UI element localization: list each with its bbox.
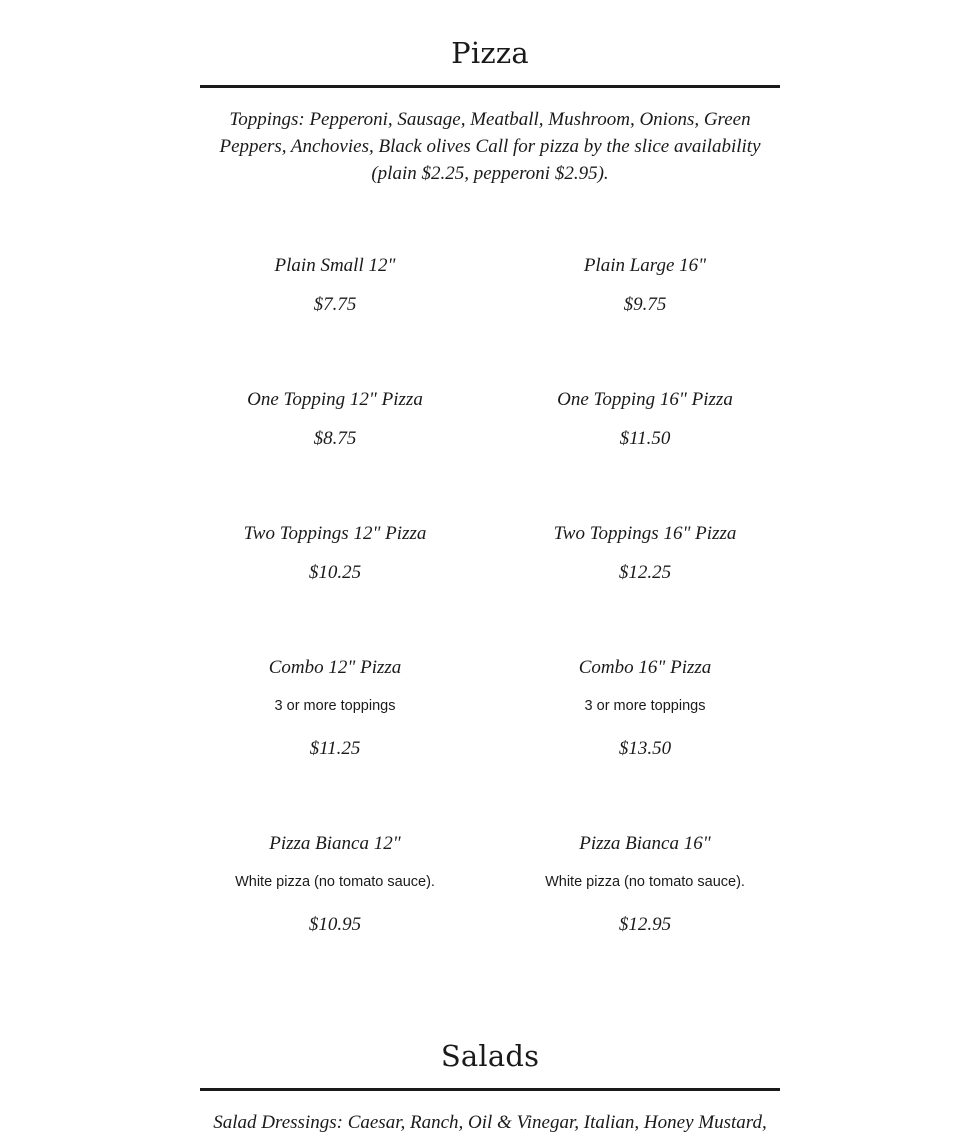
menu-item-name: Pizza Bianca 16"	[579, 833, 711, 854]
pizza-section-description: Toppings: Pepperoni, Sausage, Meatball, Mushroom, Onions, Green Peppers, Anchovies, Black olives Call for pizza by the slice availability (plain $2.25, pepperoni $2.95).	[219, 109, 761, 184]
menu-item-price: $8.75	[313, 428, 357, 449]
menu-item-name: Two Toppings 16" Pizza	[553, 523, 737, 544]
menu-item-name: Two Toppings 12" Pizza	[243, 523, 427, 544]
menu-item-name: Plain Large 16"	[583, 255, 707, 276]
menu-item-price: $12.95	[618, 914, 672, 935]
menu-item-description: White pizza (no tomato sauce).	[545, 874, 745, 890]
menu-item-name: One Topping 16" Pizza	[557, 389, 733, 410]
menu-item-name: Combo 12" Pizza	[268, 657, 402, 678]
menu-item-price: $13.50	[618, 738, 672, 759]
salads-section-divider	[200, 1088, 780, 1091]
menu-item-name: Pizza Bianca 12"	[269, 833, 401, 854]
menu-item-description: 3 or more toppings	[274, 698, 396, 714]
menu-item-name: Plain Small 12"	[274, 255, 396, 276]
menu-item-price: $10.95	[308, 914, 362, 935]
menu-item-price: $10.25	[308, 562, 362, 583]
menu-item-description: 3 or more toppings	[584, 698, 706, 714]
menu-item-name: One Topping 12" Pizza	[247, 389, 423, 410]
menu-item-name: Combo 16" Pizza	[578, 657, 712, 678]
pizza-section-title: Pizza	[451, 36, 529, 70]
salads-section	[200, 0, 780, 1133]
menu-item-description: White pizza (no tomato sauce).	[235, 874, 435, 890]
salads-section-title: Salads	[440, 1039, 540, 1073]
salads-section-description: Salad Dressings: Caesar, Ranch, Oil & Vinegar, Italian, Honey Mustard,	[213, 1112, 767, 1133]
menu-item-price: $9.75	[623, 294, 667, 315]
menu-item-price: $12.25	[618, 562, 672, 583]
menu-item-price: $7.75	[313, 294, 357, 315]
menu-item-price: $11.25	[309, 738, 361, 759]
menu-item-price: $11.50	[619, 428, 671, 449]
